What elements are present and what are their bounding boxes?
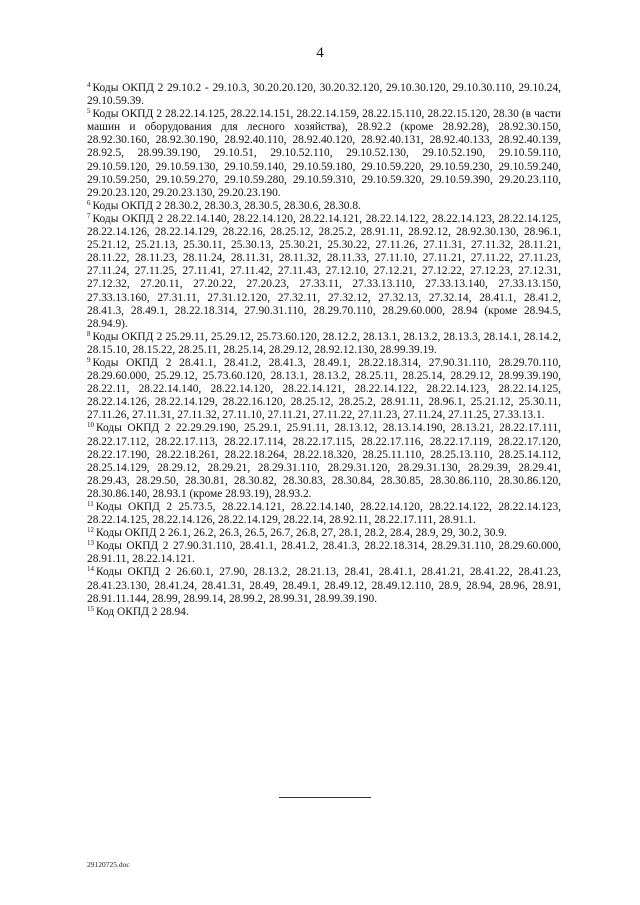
footnote-5 (87, 108, 561, 200)
footnote-8 (87, 331, 561, 357)
footnote-number: 11 (87, 500, 94, 508)
footnote-15 (87, 606, 561, 619)
footnote-text: Коды ОКПД 2 26.1, 26.2, 26.3, 26.5, 26.7, 26.8, 27, 28.1, 28.2, 28.4, 28.9, 29, 30.2, 30.9. (96, 527, 507, 540)
footnote-text: Коды ОКПД 2 27.90.31.110, 28.41.1, 28.41.2, 28.41.3, 28.22.18.314, 28.29.31.110, 28.29.60.000, 28.91.11, 28.22.14.121. (87, 540, 561, 566)
footnote-number: 6 (87, 198, 91, 207)
footnote-text: Коды ОКПД 2 29.10.2 - 29.10.3, 30.20.20.120, 30.20.32.120, 29.10.30.120, 29.10.30.110, 29.10.24, 29.10.59.39. (87, 82, 561, 108)
footnote-7 (87, 213, 561, 331)
footnote-12 (87, 527, 561, 540)
footnote-text: Коды ОКПД 2 28.22.14.140, 28.22.14.120, 28.22.14.121, 28.22.14.122, 28.22.14.123, 28.22.14.125, 28.22.14.126, 28.22.14.129, 28.22.16, 28.25.12, 28.25.2, 28.91.11, 28.92.12, 28.92.30.130, 28.96.1, 25.21.12, 25.21.13, 25.30.11, 25.30.13, 25.30.21, 25.30.22, 27.11.26, 27.11.31, 27.11.32, 28.11.21, 28.11.22, 28.11.23, 28.11.24, 28.11.31, 28.11.32, 28.11.33, 27.11.10, 27.11.21, 27.11.22, 27.11.23, 27.11.24, 27.11.25, 27.11.41, 27.11.42, 27.11.43, 27.12.10, 27.12.21, 27.12.22, 27.12.23, 27.12.31, 27.12.32, 27.20.11, 27.20.22, 27.20.23, 27.33.11, 27.33.13.110, 27.33.13.140, 27.33.13.150, 27.33.13.160, 27.31.11, 27.31.12.120, 27.32.11, 27.32.12, 27.32.13, 27.32.14, 28.41.1, 28.41.2, 28.41.3, 28.49.1, 28.22.18.314, 27.90.31.110, 28.29.70.110, 28.29.60.000, 28.94 (кроме 28.94.5, 28.94.9). (87, 212, 561, 330)
footnote-number: 12 (87, 526, 94, 535)
document-filename: 29120725.doc (87, 860, 130, 869)
footnote-text: Коды ОКПД 2 28.41.1, 28.41.2, 28.41.3, 28.49.1, 28.22.18.314, 27.90.31.110, 28.29.70.110, 28.29.60.000, 25.29.12, 25.73.60.120, 28.13.1, 28.13.2, 28.25.11, 28.25.14, 28.29.12, 28.99.39.190, 28.22.11, 28.22.14.140, 28.22.14.120, 28.22.14.121, 28.22.14.122, 28.22.14.123, 28.22.14.125, 28.22.14.126, 28.22.14.129, 28.22.16.120, 28.25.12, 28.25.2, 28.91.11, 28.96.1, 25.21.12, 25.30.11, 27.11.26, 27.11.31, 27.11.32, 27.11.10, 27.11.21, 27.11.22, 27.11.23, 27.11.24, 27.11.25, 27.33.13.1. (87, 356, 561, 422)
footnote-text: Коды ОКПД 2 25.73.5, 28.22.14.121, 28.22.14.140, 28.22.14.120, 28.22.14.122, 28.22.14.123, 28.22.14.125, 28.22.14.126, 28.22.14.129, 28.22.14, 28.92.11, 28.22.17.111, 28.91.1. (87, 501, 561, 527)
footnote-number: 9 (87, 355, 91, 364)
footnote-number: 14 (87, 565, 94, 574)
end-divider (279, 797, 371, 798)
footnote-text: Коды ОКПД 2 28.22.14.125, 28.22.14.151, 28.22.14.159, 28.22.15.110, 28.22.15.120, 28.30 (в части машин и оборудования для лесного хозяйства), 28.92.2 (кроме 28.92.28), 28.92.30.150, 28.92.30.160, 28.92.30.190, 28.92.40.110, 28.92.40.120, 28.92.40.131, 28.92.40.133, 28.92.40.139, 28.92.5, 28.99.39.190, 29.10.51, 29.10.52.110, 29.10.52.130, 29.10.52.190, 29.10.59.110, 29.10.59.120, 29.10.59.130, 29.10.59.140, 29.10.59.180, 29.10.59.220, 29.10.59.230, 29.10.59.240, 29.10.59.250, 29.10.59.270, 29.10.59.280, 29.10.59.310, 29.10.59.320, 29.10.59.390, 29.20.23.110, 29.20.23.120, 29.20.23.130, 29.20.23.190. (87, 108, 561, 199)
footnote-number: 7 (87, 211, 91, 220)
footnote-number: 4 (87, 81, 91, 89)
footnote-text: Коды ОКПД 2 22.29.29.190, 25.29.1, 25.91.11, 28.13.12, 28.13.14.190, 28.13.21, 28.22.17.111, 28.22.17.112, 28.22.17.113, 28.22.17.114, 28.22.17.115, 28.22.17.116, 28.22.17.119, 28.22.17.120, 28.22.17.190, 28.22.18.261, 28.22.18.264, 28.22.18.320, 28.25.11.110, 28.25.13.110, 28.25.14.112, 28.25.14.129, 28.29.12, 28.29.21, 28.29.31.110, 28.29.31.120, 28.29.31.130, 28.29.39, 28.29.41, 28.29.43, 28.29.50, 28.30.81, 28.30.82, 28.30.83, 28.30.84, 28.30.85, 28.30.86.110, 28.30.86.120, 28.30.86.140, 28.93.1 (кроме 28.93.19), 28.93.2. (87, 422, 561, 500)
footnote-number: 13 (87, 539, 94, 548)
footnote-4 (87, 82, 561, 108)
footnote-text: Коды ОКПД 2 25.29.11, 25.29.12, 25.73.60.120, 28.12.2, 28.13.1, 28.13.2, 28.13.3, 28.14.1, 28.14.2, 28.15.10, 28.15.22, 28.25.11, 28.25.14, 28.29.12, 28.92.12.130, 28.99.39.19. (87, 330, 561, 356)
footnote-number: 5 (87, 107, 91, 116)
footnotes (87, 82, 561, 619)
footnote-text: Коды ОКПД 2 26.60.1, 27.90, 28.13.2, 28.21.13, 28.41, 28.41.1, 28.41.21, 28.41.22, 28.41.23, 28.41.23.130, 28.41.24, 28.41.31, 28.49, 28.49.1, 28.49.12, 28.49.12.110, 28.9, 28.94, 28.96, 28.91, 28.91.11.144, 28.99, 28.99.14, 28.99.2, 28.99.31, 28.99.39.190. (87, 566, 561, 605)
page-number: 4 (316, 45, 324, 61)
footnote-number: 15 (87, 604, 94, 613)
footnote-text: Коды ОКПД 2 28.30.2, 28.30.3, 28.30.5, 28.30.6, 28.30.8. (92, 199, 361, 212)
footnote-number: 8 (87, 329, 91, 338)
footnote-number: 10 (87, 421, 94, 430)
footnote-10 (87, 422, 561, 501)
footnote-text: Код ОКПД 2 28.94. (96, 605, 189, 618)
footnote-6 (87, 200, 561, 213)
footnote-14 (87, 566, 561, 605)
footnote-9 (87, 357, 561, 422)
footnote-11 (87, 501, 561, 527)
footnote-13 (87, 540, 561, 566)
